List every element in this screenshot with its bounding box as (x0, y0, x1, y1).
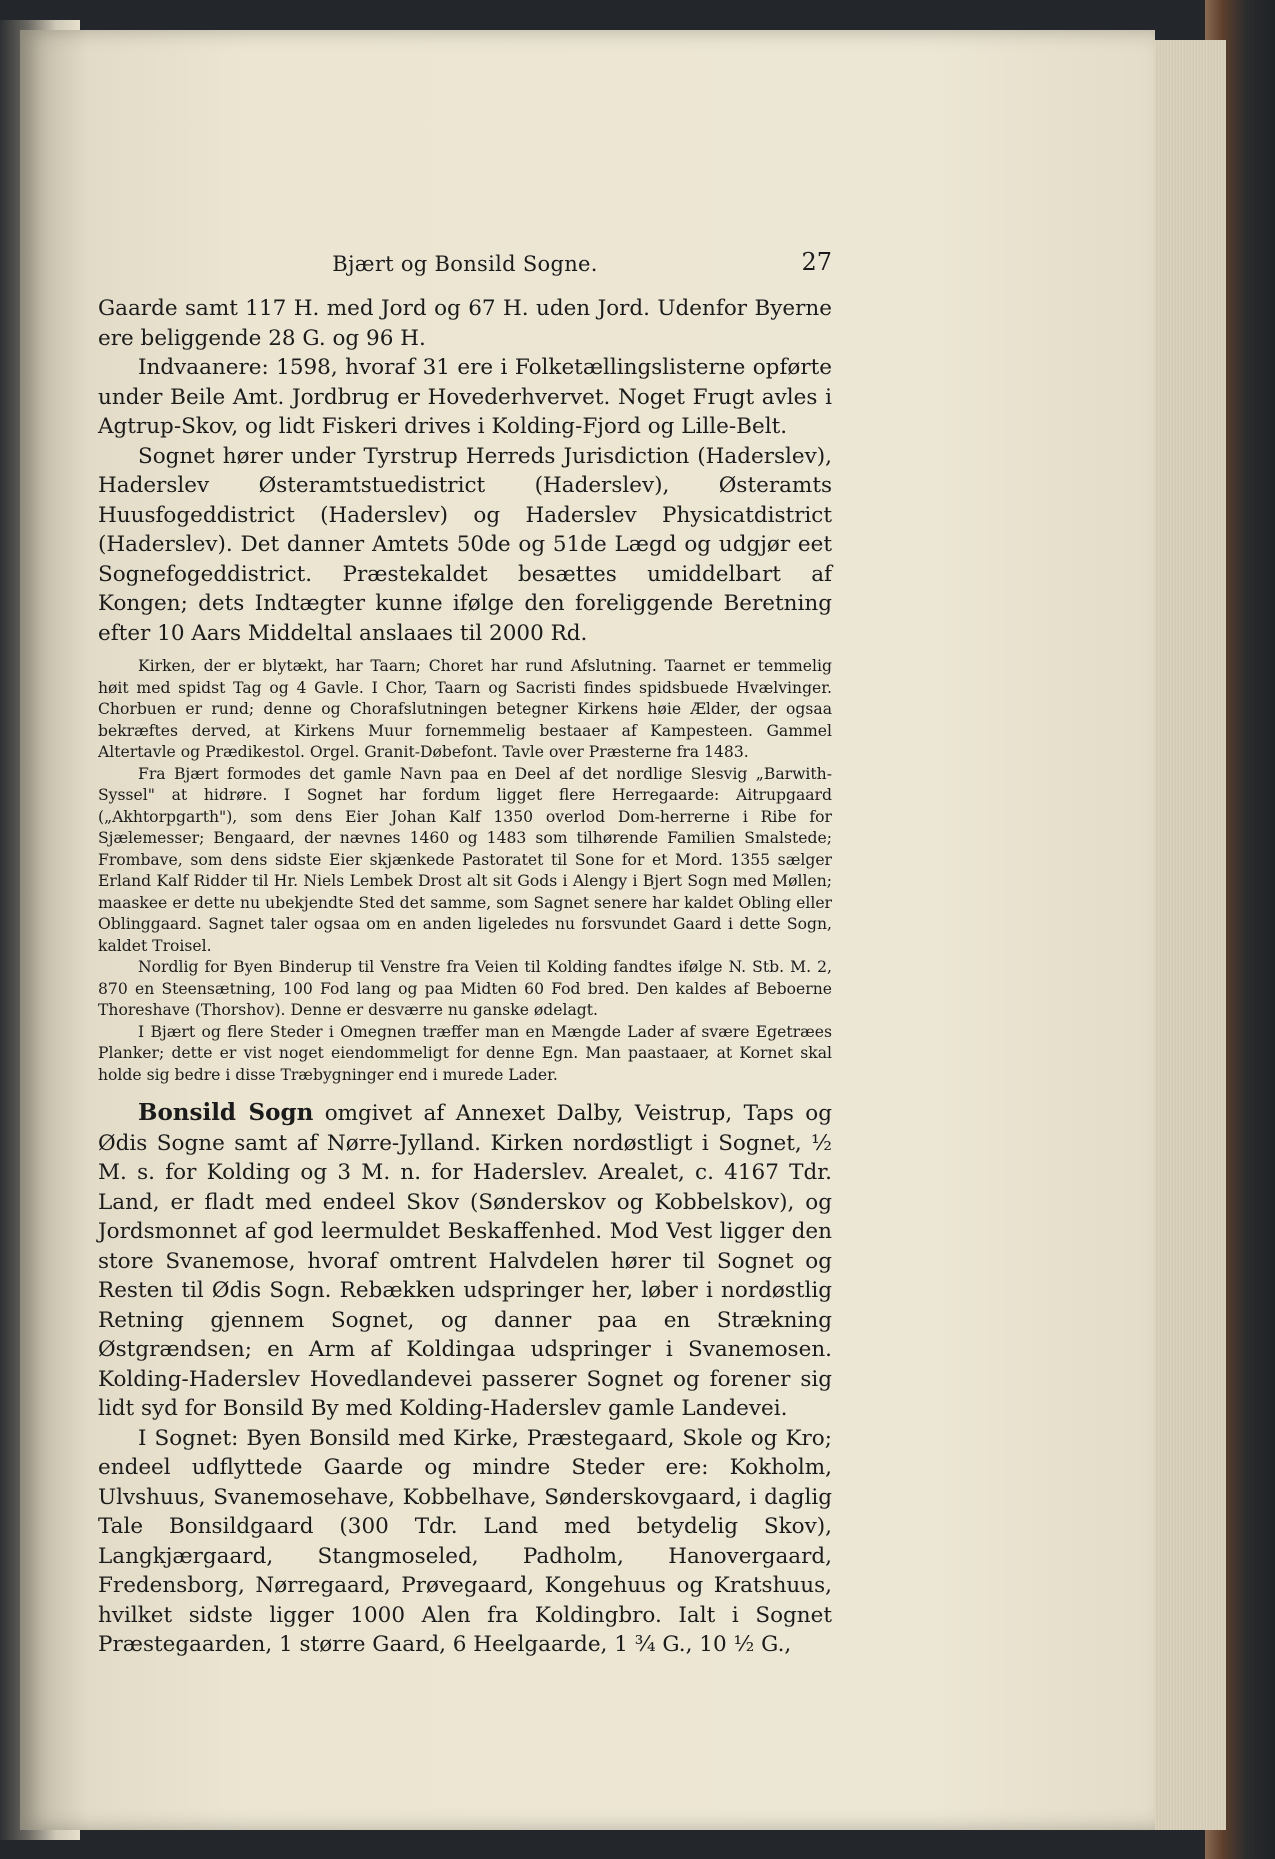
note-church: Kirken, der er blytækt, har Taarn; Choret har rund Afslutning. Taarnet er temmelig høit med spidst Tag og 4 Gavle. I Chor, Taarn og Sacristi findes spidsbuede Hvælvinger. Chorbuen er rund; denne og Chorafslutningen betegner Kirkens høie Ælder, der ogsaa bekræftes derved, at Kirkens Muur fornemmelig bestaaer af Kampesteen. Gammel Altertavle og Prædikestol. Orgel. Granit-Døbefont. Tavle over Præsterne fra 1483. (98, 657, 832, 761)
note-history: Fra Bjært formodes det gamle Navn paa en Deel af det nordlige Slesvig „Barwith-Syssel" at hidrøre. I Sognet har fordum ligget flere Herregaarde: Aitrupgaard („Akhtorpgarth"), som dens Eier Johan Kalf 1350 overlod Dom-herrerne i Ribe for Sjælemesser; Bengaard, der nævnes 1460 og 1483 som tilhørende Familien Smalstede; Frombave, som dens sidste Eier skjænkede Pastoratet til Sone for et Mord. 1355 sælger Erland Kalf Ridder til Hr. Niels Lembek Drost alt sit Gods i Alengy i Bjert Sogn med Møllen; maaskee er dette nu ubekjendte Sted det samme, som Sagnet senere har kaldet Obling eller Oblinggaard. Sagnet taler ogsaa om en anden ligeledes nu forsvundet Gaard i dette Sogn, kaldet Troisel. (98, 764, 832, 955)
page-content (98, 248, 832, 1660)
paragraph-inhabitants: Indvaanere: 1598, hvoraf 31 ere i Folketællingslisterne opførte under Beile Amt. Jordbrug er Hovederhvervet. Noget Frugt avles i Agtrup-Skov, og lidt Fiskeri drives i Kolding-Fjord og Lille-Belt. (98, 355, 832, 439)
paragraph-bonsild-text: omgivet af Annexet Dalby, Veistrup, Taps og Ødis Sogne samt af Nørre-Jylland. Kirken nordøstligt i Sognet, ½ M. s. for Kolding og 3 M. n. for Haderslev. Arealet, c. 4167 Tdr. Land, er fladt med endeel Skov (Sønderskov og Kobbelskov), og Jordsmonnet af god leermuldet Beskaffenhed. Mod Vest ligger den store Svanemose, hvoraf omtrent Halvdelen hører til Sognet og Resten til Ødis Sogn. Rebækken udspringer her, løber i nordøstlig Retning gjennem Sognet, og danner paa en Strækning Østgrændsen; en Arm af Koldingaa udspringer i Svanemosen. Kolding-Haderslev Hovedlandevei passerer Sognet og forener sig lidt syd for Bonsild By med Kolding-Haderslev gamle Landevei. (98, 1101, 832, 1421)
page-number: 27 (801, 248, 832, 276)
section-bonsild (98, 1098, 832, 1660)
book-page (20, 30, 1155, 1830)
paragraph-farms: Gaarde samt 117 H. med Jord og 67 H. uden Jord. Udenfor Byerne ere beliggende 28 G. og 96 H. (98, 296, 832, 351)
notes-block (98, 656, 832, 1086)
note-stone-setting: Nordlig for Byen Binderup til Venstre fra Veien til Kolding fandtes ifølge N. Stb. M. 2, 870 en Steensætning, 100 Fod lang og paa Midten 60 Fod bred. Den kaldes af Beboerne Thoreshave (Thorshov). Denne er desværre nu ganske ødelagt. (98, 958, 832, 1019)
paragraph-jurisdiction: Sognet hører under Tyrstrup Herreds Jurisdiction (Haderslev), Haderslev Østeramtstuedistrict (Haderslev), Østeramts Huusfogeddistrict (Haderslev) og Haderslev Physicatdistrict (Haderslev). Det danner Amtets 50de og 51de Lægd og udgjør eet Sognefogeddistrict. Præstekaldet besættes umiddelbart af Kongen; dets Indtægter kunne ifølge den foreliggende Beretning efter 10 Aars Middeltal anslaaes til 2000 Rd. (98, 443, 832, 646)
paragraph-bonsild-intro (98, 1098, 832, 1424)
note-barns: I Bjært og flere Steder i Omegnen træffer man en Mængde Lader af svære Egetræes Planker; dette er vist noget eiendommeligt for denne Egn. Man paastaaer, at Kornet skal holde sig bedre i disse Træbygninger end i murede Lader. (98, 1022, 832, 1084)
running-head: Bjært og Bonsild Sogne. (332, 252, 598, 276)
paragraph-bonsild-places: I Sognet: Byen Bonsild med Kirke, Præstegaard, Skole og Kro; endeel udflyttede Gaarde og mindre Steder ere: Kokholm, Ulvshuus, Svanemosehave, Kobbelhave, Sønderskovgaard, i daglig Tale Bonsildgaard (300 Tdr. Land med betydelig Skov), Langkjærgaard, Stangmoseled, Padholm, Hanovergaard, Fredensborg, Nørregaard, Prøvegaard, Kongehuus og Kratshuus, hvilket sidste ligger 1000 Alen fra Koldingbro. Ialt i Sognet Præstegaarden, 1 større Gaard, 6 Heelgaarde, 1 ¾ G., 10 ½ G., (98, 1425, 832, 1657)
page-header (98, 248, 832, 284)
section-title: Bonsild Sogn (138, 1099, 314, 1126)
